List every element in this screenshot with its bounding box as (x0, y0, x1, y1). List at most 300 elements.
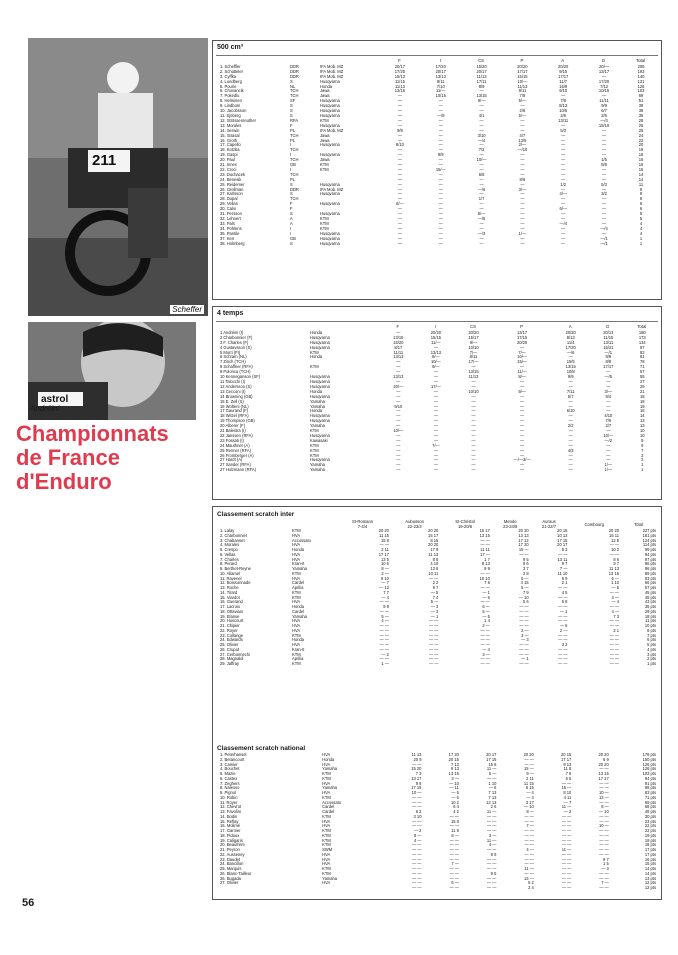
table-cell: — (568, 467, 573, 473)
table-cell: 35 (638, 112, 644, 118)
table-cell: — — (599, 885, 609, 890)
table-cell: 3. Chabannet (220, 537, 245, 543)
table-cell: — — (561, 828, 572, 833)
table-cell: 20/13 (603, 329, 614, 335)
table-cell: — — (487, 880, 497, 886)
table-cell: — — (558, 551, 568, 557)
table-cell: — (397, 132, 402, 138)
table-cell: — (396, 388, 401, 394)
table-cell: — (602, 216, 607, 221)
table-cell: — (561, 196, 566, 202)
table-cell: 6. Castex (220, 775, 238, 781)
table-cell: 26. Cruput (220, 646, 240, 652)
table-cell: — 13 (379, 585, 389, 590)
table-cell: 4 (639, 220, 643, 226)
table-cell: 9 5 (522, 556, 529, 562)
table-cell: 17 15 (557, 537, 568, 543)
table-cell: S (290, 191, 293, 197)
table-cell: 82 (640, 349, 645, 355)
table-cell: 126 (637, 83, 645, 89)
table-cell: —/4 (559, 220, 567, 226)
table-cell: — 1 (482, 589, 490, 595)
table-cell: SWM (322, 847, 333, 852)
table-cell: 10 (640, 428, 645, 434)
table-cell: 7 Zinch (TCH) (220, 359, 246, 365)
table-cell: 20 20 (608, 528, 620, 533)
table-cell: 22 (638, 137, 644, 143)
table-cell: — — (487, 823, 497, 829)
table-cell: 17/— (468, 359, 479, 365)
table-cell: 14 pts (644, 866, 656, 871)
table-cell: — (397, 112, 402, 118)
table-cell: — — (609, 604, 620, 609)
table-cell: Husqvarna (310, 339, 330, 345)
table-cell: 7. Charles (220, 556, 239, 562)
photo-caption-andreini: Andréini (30, 404, 60, 413)
table-cell: — (602, 171, 607, 177)
table-cell: 13/13 (430, 349, 442, 355)
table-cell: — (396, 447, 401, 453)
table-cell: 15. Reflay (220, 818, 239, 824)
table-cell: 10 13 (557, 532, 568, 538)
table-cell: — (438, 171, 443, 177)
table-cell: Husqvarna (320, 152, 340, 158)
table-cell: 10/— (517, 354, 527, 360)
event-aurous: Aurous 21-22/7 (541, 519, 557, 529)
table-cell: 20/20 (516, 339, 528, 345)
table-cell: 22 pts (644, 823, 656, 829)
table-cell: Husqvarna (320, 103, 340, 109)
table-cell: KTM (292, 570, 301, 576)
table-cell: — — (480, 585, 490, 590)
table-cell: 20/17 (476, 68, 487, 74)
table-cell: S (290, 112, 293, 118)
table-cell: 3. Camier (220, 761, 238, 767)
table-cell: — (396, 329, 401, 335)
table-cell: — (396, 442, 401, 448)
table-cell: KTM (292, 594, 301, 600)
table-cell: 19 pts (644, 832, 656, 838)
table-cell: 17 20 (448, 752, 459, 757)
table-cell: —/1 (600, 235, 608, 241)
table-cell: — (397, 216, 402, 221)
table-cell: — (602, 201, 607, 207)
table-cell: DDR (290, 186, 299, 192)
table-cell: 7. Pokedlu (220, 93, 240, 99)
table-cell: Husqvarna (310, 344, 330, 350)
table-cell: — — (480, 661, 490, 666)
table-cell: — (397, 98, 402, 104)
table-cell: — (520, 152, 525, 158)
table-cell: — (438, 142, 443, 148)
table-cell: 13. Morales (220, 122, 242, 128)
table-cell: 6 5 (565, 775, 572, 781)
table-cell: 9. Berthet-Reyne (220, 566, 251, 571)
table-cell: 55 (640, 374, 645, 380)
table-cell: 9 Polonca (TCH) (220, 369, 251, 375)
table-cell: 11 — (486, 766, 497, 772)
table-cell: 7 8 (484, 580, 490, 586)
table-cell: 5 — (381, 613, 389, 619)
table-cell: 3/— (604, 388, 613, 394)
table-cell: 114 pts (642, 542, 656, 548)
table-cell: 11. Royer (220, 799, 238, 805)
table-cell: F (290, 122, 293, 128)
table-cell: 11/15 (394, 78, 405, 84)
table-cell: — — (561, 813, 572, 819)
table-cell: 10/— (430, 359, 441, 365)
table-cell: — (520, 157, 525, 163)
table-cell: 9/11 (436, 78, 445, 84)
table-cell: 1 5 (603, 861, 609, 867)
table-cell: — — (449, 870, 459, 876)
table-cell: — (479, 176, 484, 182)
table-cell: 8/8 (605, 359, 612, 365)
table-cell: 10/— (393, 428, 404, 434)
table-cell: — (438, 216, 443, 221)
table-cell: 9 13 (563, 761, 572, 767)
table-cell: TCH (290, 93, 299, 99)
table-cell: Kawasaki (310, 437, 328, 443)
table-cell: — — (487, 775, 497, 781)
table-cell: — (568, 428, 573, 434)
table-cell: 8/13 (566, 334, 575, 340)
table-cell: 17. Capello (220, 142, 241, 148)
table-cell: 20/20 (517, 63, 528, 69)
table-cell: HVA (322, 856, 331, 862)
table-cell: — — (449, 885, 459, 890)
table-cell: 11 13 (411, 752, 422, 757)
table-cell: — — (412, 866, 422, 871)
table-cell: 19. Gaspi (220, 152, 238, 158)
table-cell: 4. Bouchet (220, 766, 240, 772)
table-cell: 20/20 (565, 329, 576, 335)
table-cell: — (479, 191, 484, 197)
table-cell: — (397, 122, 402, 128)
table-cell: 124 pts (642, 537, 656, 543)
table-cell: — (397, 240, 402, 246)
table-cell: 20. Beaufrère (220, 842, 245, 848)
table-cell: — — (519, 613, 529, 619)
table-cell: — (438, 206, 443, 212)
table-cell: — — (487, 828, 497, 833)
table-cell: — (397, 147, 402, 153)
table-cell: Husqvarna (320, 240, 340, 246)
table-cell: 9/15 (559, 68, 568, 74)
table-cell: — (561, 152, 566, 158)
table-cell: 30. Calvi (220, 206, 236, 212)
table-cell: 11/15 (603, 334, 614, 340)
table-cell: — (520, 240, 525, 246)
table-cell: 31. Persson (220, 211, 242, 217)
table-cell: — (568, 354, 573, 360)
table-cell: 1. Peterhansel (220, 752, 247, 757)
table-cell: — (397, 108, 402, 114)
table-cell: — — (480, 627, 490, 633)
table-cell: 24. Benesik (220, 176, 242, 182)
table-cell: 11 (638, 181, 644, 187)
table-cell: — — (558, 651, 568, 657)
table-cell: — — (599, 832, 609, 838)
event-total: Total (634, 521, 643, 527)
table-cell: — 5 (451, 794, 459, 800)
table-cell: 11/11 (393, 349, 404, 355)
table-cell: 11/13 (476, 73, 487, 79)
table-cell: — (396, 393, 401, 399)
table-cell: Husqvarna (310, 432, 330, 438)
table-cell: — (561, 162, 566, 168)
table-cell: 10 10 (479, 575, 490, 581)
table-cell: KTM (322, 794, 331, 800)
table-cell: HVA (292, 532, 301, 538)
table-cell: 7 13 (450, 761, 459, 767)
table-cell: — (438, 162, 443, 168)
table-cell: 1 (639, 240, 643, 246)
table-cell: KTM (310, 452, 319, 458)
table-cell: HVA (322, 851, 331, 857)
table-cell: — — (428, 575, 439, 581)
table-cell: 15/10 (598, 122, 610, 128)
table-cell: — (520, 191, 525, 197)
table-cell: — (396, 452, 401, 458)
table-cell: 20 20 (598, 752, 609, 757)
table-cell: — — (558, 618, 568, 624)
table-cell: Jawa (320, 88, 330, 94)
event-st-christol: St-Christol 19-20/6 (455, 519, 475, 529)
table-cell: — (433, 398, 438, 404)
table-cell: — — (561, 837, 572, 843)
table-cell: — (568, 437, 573, 443)
table-cell: KTM (292, 528, 301, 533)
table-cell: 2 — (521, 627, 529, 633)
table-cell: — (471, 423, 476, 429)
table-cell: 4 — (611, 608, 620, 614)
table-cell: — — (480, 637, 490, 643)
table-cell: KTM (320, 117, 329, 123)
table-cell: 9 7 (432, 585, 439, 590)
table-cell: 5 8 (561, 599, 568, 605)
table-cell: 227 pts (642, 528, 656, 533)
table-cell: — (568, 383, 573, 389)
table-cell: 5 Morri (FI) (220, 349, 241, 355)
table-cell: 69 (638, 93, 644, 99)
table-cell: — (602, 206, 607, 212)
table-cell: 17 — (480, 551, 490, 557)
table-cell: —/6 (477, 186, 486, 192)
table-cell: HVA (322, 780, 331, 786)
table-cell: 28. Magnaldi (220, 656, 244, 662)
table-cell: — (433, 423, 438, 429)
table-cell: — — (480, 537, 490, 543)
table-cell: 2 11 (526, 775, 534, 781)
events-header (219, 519, 657, 529)
table-cell: — (561, 93, 566, 99)
table-cell: 16 (638, 162, 644, 168)
table-cell: NL (290, 83, 296, 89)
table-cell: — — (379, 642, 389, 647)
table-cell: 13/15 (394, 88, 406, 94)
table-cell: 7/6 (605, 418, 612, 424)
table-cell: TCH (290, 147, 299, 153)
table-cell: 25 (638, 122, 644, 128)
table-cell: 17/11 (476, 78, 487, 84)
table-cell: 13 — (524, 875, 534, 881)
table-cell: 10/10 (468, 388, 479, 394)
table-cell: —/—3/— (513, 457, 531, 463)
table-cell: KTM (292, 661, 301, 666)
table-cell: I (290, 230, 292, 236)
table-cell: 14. Bodin (220, 813, 238, 819)
table-cell: 28. Dopal (220, 196, 238, 202)
col-p: P (520, 324, 524, 329)
table-cell: 8 15 (430, 537, 439, 543)
table-cell: 6/— (559, 206, 567, 212)
table-cell: —/5 (604, 374, 613, 380)
table-cell: — — (609, 661, 620, 666)
table-cell: — — (561, 856, 572, 862)
table-cell: 13 (640, 423, 645, 429)
table-cell: 11/13 (394, 83, 405, 89)
table-cell: 9 7 (561, 561, 568, 567)
panel-500cm3 (212, 40, 662, 300)
table-cell: 2/8 (519, 108, 526, 114)
table-cell: Accossato (292, 537, 311, 543)
table-cell: 4 pts (647, 646, 656, 652)
table-cell: 20 20 (428, 542, 439, 548)
table-cell: — (520, 206, 525, 212)
table-cell: — (606, 457, 611, 463)
table-cell: 9/— (518, 388, 526, 394)
table-cell: — (479, 108, 484, 114)
table-cell: 8 — (381, 566, 389, 571)
table-cell: — — (561, 866, 572, 871)
table-cell: — — (609, 589, 620, 595)
table-cell: — (433, 467, 438, 473)
table-cell: 20/17 (394, 63, 406, 69)
table-cell: 5 — (521, 585, 529, 590)
table-cell: — — (609, 656, 620, 662)
table-cell: — (397, 206, 402, 212)
table-cell: 15 17 (479, 528, 490, 533)
table-cell: — (471, 432, 476, 438)
table-cell: 7 — (559, 566, 568, 571)
table-cell: — (561, 122, 566, 128)
table-cell: 8/6 (519, 176, 526, 182)
table-cell: — (520, 413, 525, 419)
table-cell: 15/5 (566, 359, 575, 365)
table-cell: — 6 (488, 785, 497, 791)
table-cell: — — (412, 804, 422, 810)
table-cell: — 1 (521, 656, 529, 662)
table-cell: 18 (640, 398, 645, 404)
table-cell: 1 7 (484, 556, 490, 562)
table-cell: — 4 (526, 790, 534, 795)
table-cell: 11 pts (645, 618, 656, 624)
table-cell: Yamaha (322, 785, 338, 791)
table-cell: 22. Royer (220, 627, 238, 633)
table-cell: 2 (641, 457, 644, 463)
table-cell: — — (524, 870, 534, 876)
table-cell: 9 9 (383, 604, 389, 609)
table-cell: 7 — (451, 861, 459, 867)
table-cell: 8. Helminen (220, 98, 242, 104)
table-cell: 11 13 (428, 551, 439, 557)
table-cell: HVA (322, 752, 331, 757)
table-cell: 19 Thompson (GB) (220, 418, 255, 424)
table-cell: — — (480, 656, 490, 662)
table-cell: Husqvarna (310, 378, 330, 384)
table-cell: — 10 (598, 809, 609, 814)
table-cell: — — (609, 651, 620, 657)
table-cell: HVA (292, 575, 301, 581)
table-cell: — (602, 176, 607, 182)
table-cell: 13 17 (411, 775, 422, 781)
table-cell: — (568, 452, 573, 458)
table-cell: 45 pts (644, 594, 656, 600)
table-cell: 5. Mazie (220, 771, 236, 776)
table-cell: — (438, 98, 443, 104)
table-cell: Jawa (320, 93, 330, 99)
table-cell: 12 13 (486, 799, 497, 805)
table-cell: 28 (638, 117, 644, 123)
table-cell: — (602, 220, 607, 226)
table-cell: 15 8 (380, 537, 389, 543)
section-title: 4 temps (217, 310, 244, 317)
table-cell: — (520, 162, 525, 168)
table-cell: — 3 (521, 637, 529, 643)
table-cell: 1/2 (560, 181, 567, 187)
table-cell: 13/13 (393, 374, 404, 380)
table-cell: 9/— (477, 98, 486, 104)
table-cell: — — (561, 851, 572, 857)
table-cell: 7 3 (415, 771, 422, 776)
table-cell: 14 pts (644, 870, 656, 876)
table-cell: Husqvarna (310, 413, 330, 419)
table-cell: — — (524, 761, 534, 767)
table-cell: — (396, 364, 401, 370)
table-cell: HVA (292, 627, 301, 633)
table-cell: KTM (322, 842, 331, 848)
table-cell: 4/— (559, 191, 567, 197)
table-cell: Husqvarna (320, 108, 340, 114)
table-cell: Honda (292, 547, 305, 552)
table-cell: — — (561, 875, 572, 881)
table-cell: 4 — (526, 847, 534, 852)
table-cell: — (561, 201, 566, 207)
table-cell: — (561, 157, 566, 163)
table-cell: — (479, 152, 484, 158)
table-cell: 11/7 (559, 78, 568, 84)
table-cell: — (397, 191, 402, 197)
table-cell: HVA (292, 618, 301, 624)
table-cell: — — (412, 856, 422, 862)
table-cell: 17/17 (603, 364, 614, 370)
table-cell: — — (561, 818, 572, 824)
table-cell: 9 (639, 191, 643, 197)
table-cell (321, 886, 385, 891)
table-cell: 7/10 (436, 83, 445, 89)
table-cell: — (396, 369, 401, 375)
table-cell: — — (599, 766, 609, 772)
table-cell: 2 Charbonnier (F) (220, 334, 253, 340)
table-cell: 5/7 (567, 393, 574, 399)
table-cell: 18. Ottaviani (220, 608, 243, 614)
table-cell: — — (412, 761, 422, 767)
table-cell: 15/17 (468, 334, 479, 340)
table-cell: 15/— (517, 359, 527, 365)
table-cell: — — (524, 813, 534, 819)
table-cell: 19. Caligaris (220, 837, 243, 843)
